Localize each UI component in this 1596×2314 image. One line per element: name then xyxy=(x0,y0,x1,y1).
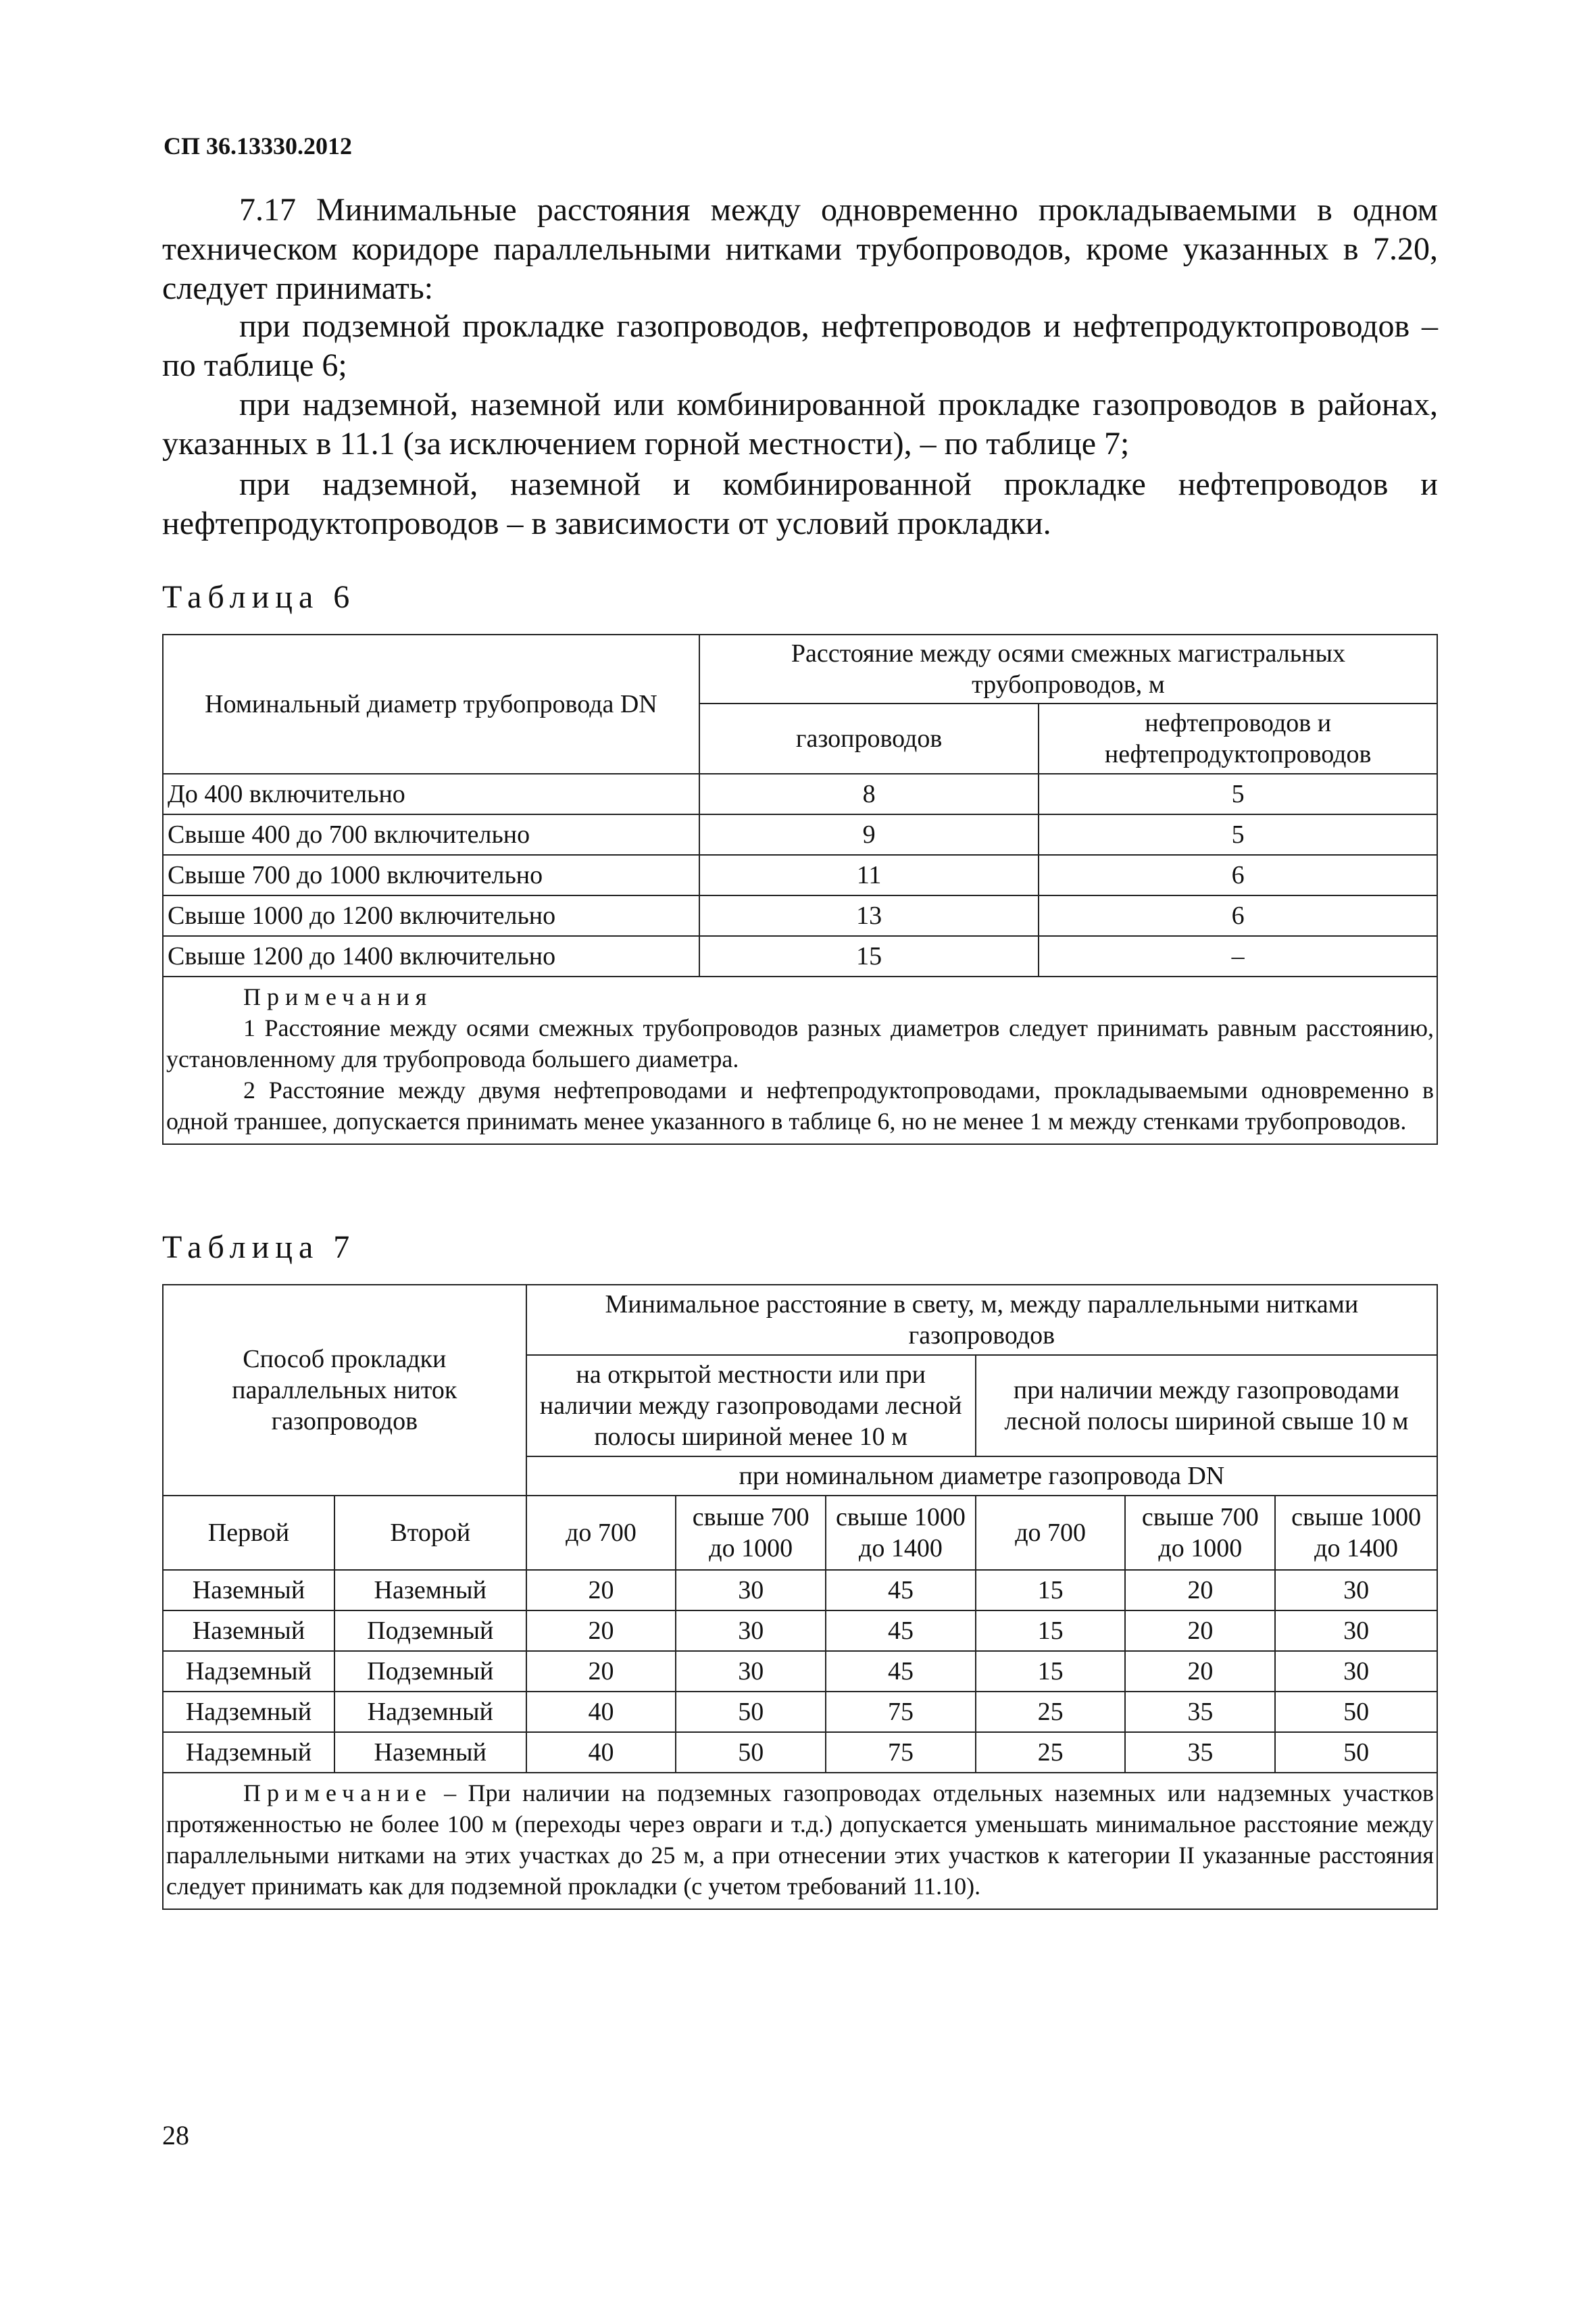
table7-cell-value: 20 xyxy=(1125,1610,1275,1651)
table7-cell-second: Наземный xyxy=(334,1732,526,1773)
table7-cell-value: 45 xyxy=(826,1570,976,1610)
table6-notes-row xyxy=(163,977,1437,1144)
table7-cell-value: 40 xyxy=(526,1692,676,1732)
table7-cell-value: 20 xyxy=(1125,1651,1275,1692)
table6-caption: Таблица 6 xyxy=(162,579,356,615)
table6-cell-gas: 13 xyxy=(699,895,1039,936)
table6-cell-gas: 9 xyxy=(699,814,1039,855)
table7-cell-value: 35 xyxy=(1125,1732,1275,1773)
table6-row-label: Свыше 400 до 700 включительно xyxy=(163,814,699,855)
table6-row-label: До 400 включительно xyxy=(163,774,699,814)
table7-header-d1: до 700 xyxy=(976,1496,1126,1570)
paragraph-aboveground-oil-text: при надземной, наземной и комбинированной прокладке нефтепроводов и нефтепродуктопроводов – в зависимости от условий прокладки. xyxy=(162,466,1438,541)
table7-note-text: – При наличии на подземных газопроводах отдельных наземных или надземных участков протяженностью не более 100 м (переходы через овраги и т.д.) допускается уменьшать минимальное расстояние между параллельными нитками на этих участках до 25 м, а при отнесении этих участков к категории II указанные расстояния следует принимать как для подземной прокладки (с учетом требований 11.10). xyxy=(166,1779,1435,1900)
table7-note xyxy=(163,1773,1437,1909)
table7-header-forest: при наличии между газопроводами лесной полосы шириной свыше 10 м xyxy=(976,1355,1437,1456)
table7-cell-value: 20 xyxy=(526,1570,676,1610)
paragraph-aboveground-gas xyxy=(162,385,1438,464)
page-number: 28 xyxy=(162,2120,189,2150)
table-row xyxy=(163,936,1437,977)
table7-header-row xyxy=(163,1285,1437,1355)
table7-diameter-row xyxy=(163,1496,1437,1570)
table7-cell-first: Наземный xyxy=(163,1570,334,1610)
table7-cell-second: Наземный xyxy=(334,1570,526,1610)
table7-header-d3: свыше 1000 до 1400 xyxy=(1275,1496,1437,1570)
table7-cell-value: 75 xyxy=(826,1692,976,1732)
table6-cell-oil: – xyxy=(1039,936,1437,977)
table6-header-oil: нефтепроводов и нефтепродуктопроводов xyxy=(1039,704,1437,774)
table7-cell-second: Подземный xyxy=(334,1651,526,1692)
table6-row-label: Свыше 1000 до 1200 включительно xyxy=(163,895,699,936)
table7-cell-value: 75 xyxy=(826,1732,976,1773)
table-row xyxy=(163,855,1437,895)
table7-header-method: Способ прокладки параллельных ниток газопроводов xyxy=(163,1285,526,1496)
table7-cell-value: 30 xyxy=(676,1610,826,1651)
table-row xyxy=(163,1692,1437,1732)
paragraph-underground-text: при подземной прокладке газопроводов, нефтепроводов и нефтепродуктопроводов – по таблице 6; xyxy=(162,308,1438,383)
table7-note-paragraph xyxy=(166,1777,1434,1902)
table7-header-d1: до 700 xyxy=(526,1496,676,1570)
table-row xyxy=(163,1732,1437,1773)
table-row xyxy=(163,1651,1437,1692)
table7-cell-value: 30 xyxy=(676,1570,826,1610)
table7-cell-value: 45 xyxy=(826,1651,976,1692)
paragraph-7-17 xyxy=(162,191,1438,308)
table7-header-open: на открытой местности или при наличии между газопроводами лесной полосы шириной менее 10 м xyxy=(526,1355,976,1456)
table6-header-diameter: Номинальный диаметр трубопровода DN xyxy=(163,635,699,774)
table7-caption: Таблица 7 xyxy=(162,1229,356,1265)
table-row xyxy=(163,1610,1437,1651)
table7-header-d2: свыше 700 до 1000 xyxy=(1125,1496,1275,1570)
table7-note-title: Примечание xyxy=(243,1779,432,1806)
table-row xyxy=(163,1570,1437,1610)
paragraph-aboveground-oil xyxy=(162,465,1438,543)
table6-header-gas: газопроводов xyxy=(699,704,1039,774)
table7-cell-value: 30 xyxy=(1275,1651,1437,1692)
table7-cell-value: 15 xyxy=(976,1610,1126,1651)
table7-cell-value: 30 xyxy=(1275,1610,1437,1651)
table-row xyxy=(163,814,1437,855)
table6-row-label: Свыше 1200 до 1400 включительно xyxy=(163,936,699,977)
table7-cell-second: Надземный xyxy=(334,1692,526,1732)
table-row xyxy=(163,774,1437,814)
table7-cell-value: 20 xyxy=(526,1610,676,1651)
table7-cell-value: 35 xyxy=(1125,1692,1275,1732)
table6-cell-oil: 6 xyxy=(1039,895,1437,936)
table7-header-nominal: при номинальном диаметре газопровода DN xyxy=(526,1456,1437,1496)
table7-header-min-distance: Минимальное расстояние в свету, м, между параллельными нитками газопроводов xyxy=(526,1285,1437,1355)
document-code: СП 36.13330.2012 xyxy=(164,132,352,159)
table7-cell-value: 40 xyxy=(526,1732,676,1773)
table7-cell-value: 15 xyxy=(976,1570,1126,1610)
table6-cell-oil: 5 xyxy=(1039,774,1437,814)
table7-header-first: Первой xyxy=(163,1496,334,1570)
table7-cell-value: 30 xyxy=(1275,1570,1437,1610)
table6-cell-gas: 11 xyxy=(699,855,1039,895)
table7-note-row xyxy=(163,1773,1437,1909)
table6-notes xyxy=(163,977,1437,1144)
table7-cell-value: 20 xyxy=(526,1651,676,1692)
table6-cell-oil: 5 xyxy=(1039,814,1437,855)
table-7 xyxy=(162,1284,1438,1910)
table6-cell-gas: 15 xyxy=(699,936,1039,977)
table6-note-1: 1 Расстояние между осями смежных трубопроводов разных диаметров следует принимать равным расстоянию, установленному для трубопровода большего диаметра. xyxy=(166,1014,1434,1073)
table6-note-2: 2 Расстояние между двумя нефтепроводами и нефтепродуктопроводами, прокладываемыми одновременно в одной траншее, допускается принимать менее указанного в таблице 6, но не менее 1 м между стенками трубопроводов. xyxy=(166,1077,1434,1135)
table7-header-d3: свыше 1000 до 1400 xyxy=(826,1496,976,1570)
table7-cell-value: 45 xyxy=(826,1610,976,1651)
table7-cell-value: 15 xyxy=(976,1651,1126,1692)
paragraph-aboveground-gas-text: при надземной, наземной или комбинированной прокладке газопроводов в районах, указанных в 11.1 (за исключением горной местности), – по таблице 7; xyxy=(162,387,1438,462)
table7-cell-first: Надземный xyxy=(163,1651,334,1692)
table6-notes-title: Примечания xyxy=(243,983,433,1010)
table7-cell-value: 20 xyxy=(1125,1570,1275,1610)
table7-cell-second: Подземный xyxy=(334,1610,526,1651)
table7-header-d2: свыше 700 до 1000 xyxy=(676,1496,826,1570)
table6-cell-oil: 6 xyxy=(1039,855,1437,895)
table6-header-distance: Расстояние между осями смежных магистральных трубопроводов, м xyxy=(699,635,1437,704)
table7-cell-first: Надземный xyxy=(163,1692,334,1732)
table7-cell-value: 25 xyxy=(976,1732,1126,1773)
table7-cell-value: 50 xyxy=(1275,1692,1437,1732)
table7-cell-value: 25 xyxy=(976,1692,1126,1732)
table7-cell-value: 50 xyxy=(676,1732,826,1773)
table6-cell-gas: 8 xyxy=(699,774,1039,814)
paragraph-underground xyxy=(162,307,1438,385)
table7-header-second: Второй xyxy=(334,1496,526,1570)
table6-header-row xyxy=(163,635,1437,704)
table7-cell-value: 50 xyxy=(676,1692,826,1732)
table-row xyxy=(163,895,1437,936)
table7-cell-first: Надземный xyxy=(163,1732,334,1773)
table6-row-label: Свыше 700 до 1000 включительно xyxy=(163,855,699,895)
table7-cell-value: 50 xyxy=(1275,1732,1437,1773)
table7-cell-first: Наземный xyxy=(163,1610,334,1651)
table7-cell-value: 30 xyxy=(676,1651,826,1692)
table-6 xyxy=(162,634,1438,1145)
paragraph-7-17-text: 7.17 Минимальные расстояния между одновременно прокладываемыми в одном техническом коридоре параллельными нитками трубопроводов, кроме указанных в 7.20, следует принимать: xyxy=(162,192,1438,306)
